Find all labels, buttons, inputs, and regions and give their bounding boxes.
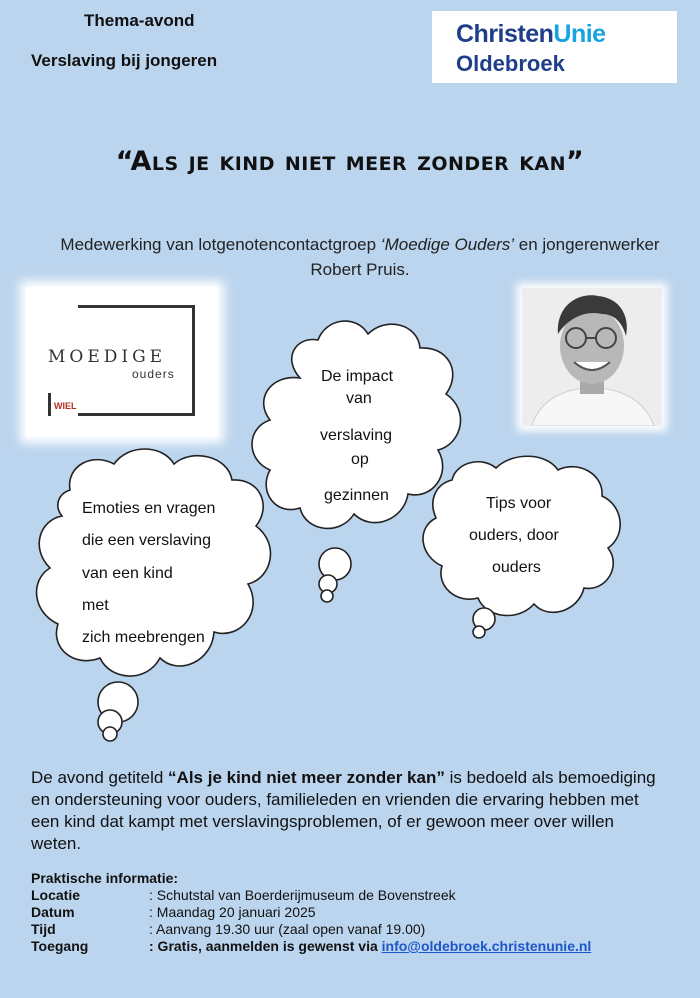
bubble-tail-circle [321, 590, 333, 602]
practical-info [31, 870, 592, 955]
info-row-date: Datum : Maandag 20 januari 2025 [31, 904, 316, 920]
intro-text: Medewerking van lotgenotencontactgroep ‘Moedige Ouders’ en jongerenwerker Robert Pruis. [60, 235, 660, 279]
event-title-bold: “Als je kind niet meer zonder kan” [168, 768, 445, 787]
theme-label: Thema-avond [84, 11, 195, 30]
logo-word-ouders: ouders [132, 367, 175, 381]
email-link[interactable]: info@oldebroek.christenunie.nl [381, 938, 592, 954]
logo-location: Oldebroek [456, 51, 565, 76]
info-row-admission: Toegang : Gratis, aanmelden is gewenst via info@oldebroek.christenunie.nl [31, 938, 592, 954]
bubble-tail-circle [473, 626, 485, 638]
info-row-location: Locatie : Schutstal van Boerderijmuseum de Bovenstreek [31, 887, 456, 903]
event-subtitle: Verslaving bij jongeren [31, 51, 218, 70]
info-row-time: Tijd : Aanvang 19.30 uur (zaal open vanaf 19.00) [31, 921, 426, 937]
group-name: ‘Moedige Ouders’ [380, 235, 515, 254]
bubble-tail-circle [103, 727, 117, 741]
practical-heading: Praktische informatie: [31, 870, 179, 886]
logo-partner: WIEL [54, 401, 77, 411]
headline: “Als je kind niet meer zonder kan” [115, 146, 585, 177]
description-paragraph: De avond getiteld “Als je kind niet meer zonder kan” is bedoeld als bemoediging en ondersteuning voor ouders, familieleden en vrienden die ervaring hebben met een kind dat kampt met verslavingsproblemen, of er gewoon meer over willen weten. [31, 768, 656, 853]
logo-word-moedige: MOEDIGE [48, 347, 167, 367]
logo-brand: ChristenUnie [456, 20, 606, 48]
